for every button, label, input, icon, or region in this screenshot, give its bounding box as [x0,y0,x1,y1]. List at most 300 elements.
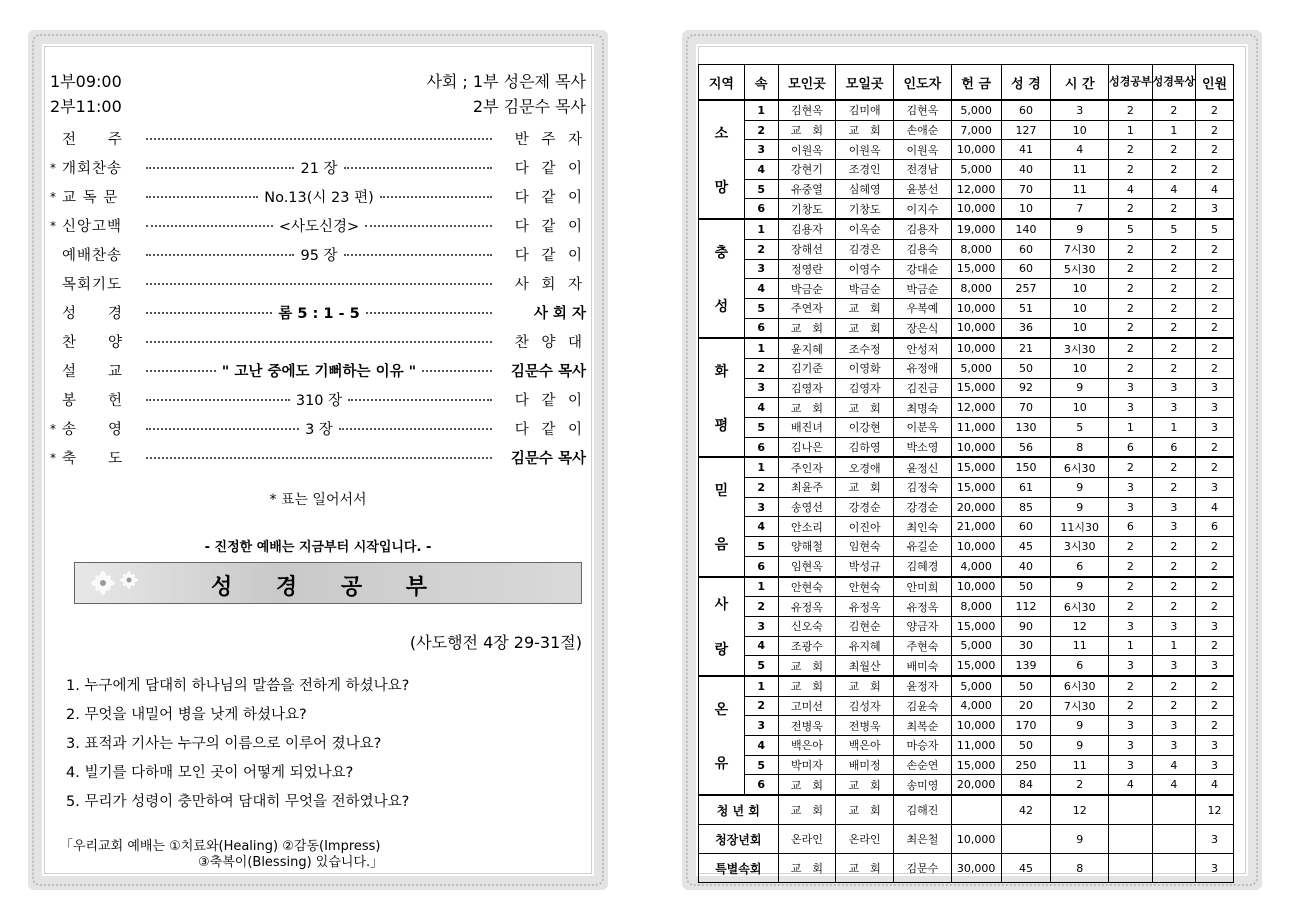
table-cell: 170 [1001,716,1051,736]
table-cell: 박금순 [894,279,952,299]
table-cell: 김문수 [894,854,952,883]
special-row [699,795,1234,825]
table-cell: 130 [1001,418,1051,438]
table-cell: 2 [1196,140,1234,160]
table-cell: 교 회 [778,656,836,676]
table-cell: 안성저 [894,338,952,358]
order-item [50,269,586,298]
table-cell: 6시30 [1051,597,1109,617]
table-cell: 2 [1152,556,1196,576]
table-cell: 3 [1196,418,1234,438]
table-cell: 9 [1051,497,1109,517]
table-cell: 15,000 [951,616,1001,636]
table-cell: 6 [1051,656,1109,676]
table-row [699,597,1234,617]
order-item [50,182,586,211]
table-cell: 3 [1152,517,1196,537]
table-cell: 2 [1109,556,1153,576]
banner-title: 성 경 공 부 [211,575,445,600]
table-cell: 5 [744,418,778,438]
table-cell: 9 [1051,219,1109,239]
table-cell: 6 [744,318,778,338]
table-cell: 3 [1196,398,1234,418]
table-cell: 2 [1152,199,1196,219]
table-cell: 2 [1152,298,1196,318]
table-cell: 5,000 [951,100,1001,120]
table-cell: 최월산 [836,656,894,676]
table-cell: 박미자 [778,755,836,775]
table-cell: 4 [1196,775,1234,795]
table-row [699,437,1234,457]
table-cell: 조광수 [778,636,836,656]
table-cell: 2 [1152,160,1196,180]
table-cell: 안현숙 [778,577,836,597]
table-cell: 7,000 [951,120,1001,140]
table-row [699,457,1234,477]
table-row [699,497,1234,517]
table-cell: 4 [744,736,778,756]
table-row [699,160,1234,180]
table-row [699,378,1234,398]
table-cell: 안미희 [894,577,952,597]
table-cell: 8 [1051,437,1109,457]
table-cell: 4 [744,636,778,656]
table-cell: 2 [1051,775,1109,795]
table-cell: 5 [744,179,778,199]
order-content: " 고난 중에도 기뻐하는 이유 " [221,364,417,380]
footer-line: ③축복이(Blessing) 있습니다.」 [198,855,384,870]
table-cell: 112 [1001,597,1051,617]
table-cell: 4 [744,398,778,418]
table-cell: 50 [1001,676,1051,696]
order-leader-dots [142,457,496,459]
question: 1. 누구에게 담대히 하나님의 말씀을 전하게 하셨나요? [66,678,410,694]
order-item [50,298,586,327]
table-cell: 2 [744,358,778,378]
table-cell: 유정애 [894,358,952,378]
table-cell: 6 [1196,517,1234,537]
table-cell: 12 [1051,795,1109,825]
table-cell: 4 [1196,179,1234,199]
table-cell: 3시30 [1051,338,1109,358]
table-row [699,577,1234,597]
table-cell: 이지수 [894,199,952,219]
table-cell: 기창도 [778,199,836,219]
table-header [699,65,1234,101]
order-star: * [50,218,56,233]
column-header: 시 간 [1051,65,1109,101]
host-2: 2부 김문수 목사 [472,97,586,116]
table-cell: 교 회 [836,775,894,795]
study-questions [66,672,409,817]
cell-group-table [698,64,1234,883]
table-row [699,100,1234,120]
table-row [699,259,1234,279]
table-cell [1109,795,1153,825]
table-cell: 2 [744,478,778,498]
table-cell: 2 [1196,597,1234,617]
table-cell: 교 회 [778,854,836,883]
column-header: 성경묵상 [1152,65,1196,101]
table-cell: 9 [1051,825,1109,854]
order-star: * [50,450,56,465]
table-cell: 2 [1196,338,1234,358]
table-cell: 3 [1152,378,1196,398]
table-cell: 2 [1152,577,1196,597]
table-cell: 10 [1051,358,1109,378]
table-cell: 2 [1109,279,1153,299]
table-row [699,676,1234,696]
table-cell [1001,825,1051,854]
table-cell: 5 [744,298,778,318]
service-times [50,69,122,119]
table-cell [951,795,1001,825]
table-cell: 45 [1001,537,1051,557]
table-cell: 3 [1196,755,1234,775]
table-cell: 6 [1051,556,1109,576]
table-row [699,219,1234,239]
region-name-char: 화 [714,363,729,380]
order-item [50,327,586,356]
table-cell: 2 [1152,100,1196,120]
region-name-char: 랑 [714,641,729,658]
table-cell: 양금자 [894,616,952,636]
table-row [699,755,1234,775]
table-cell: 마승자 [894,736,952,756]
table-cell: 4 [1051,140,1109,160]
table-cell: 10,000 [951,537,1001,557]
order-title: 신앙고백 [62,219,123,235]
order-title: 설 교 [62,364,124,380]
question: 5. 무리가 성령이 충만하여 담대히 무엇을 전하였나요? [66,794,410,810]
table-cell [1152,795,1196,825]
table-cell: 강경순 [894,497,952,517]
table-cell: 김해진 [894,795,952,825]
worship-order-page [28,30,608,890]
table-cell: 10 [1051,279,1109,299]
table-cell: 김영자 [778,378,836,398]
order-title: 축 도 [62,451,124,467]
table-cell: 56 [1001,437,1051,457]
table-cell: 2 [1152,696,1196,716]
table-cell: 2 [1109,696,1153,716]
table-cell: 5,000 [951,636,1001,656]
table-cell: 4 [1152,775,1196,795]
table-cell [1152,825,1196,854]
motto: - 진정한 예배는 지금부터 시작입니다. - [204,540,432,555]
table-row [699,398,1234,418]
cell-group-report-page [682,30,1262,890]
table-cell: 60 [1001,259,1051,279]
table-cell: 2 [1109,318,1153,338]
table-cell: 1 [744,219,778,239]
special-row [699,825,1234,854]
table-row [699,716,1234,736]
standing-note: * 표는 일어서서 [269,492,367,508]
table-cell: 3 [1152,656,1196,676]
table-row [699,298,1234,318]
table-row [699,199,1234,219]
order-star: * [50,160,56,175]
table-cell: 2 [1109,199,1153,219]
table-cell: 3 [1152,616,1196,636]
region-name-char: 평 [714,417,729,434]
table-cell: 3 [1109,378,1153,398]
table-cell: 김나은 [778,437,836,457]
table-cell: 2 [1196,457,1234,477]
table-cell: 2 [1196,100,1234,120]
table-cell: 8,000 [951,239,1001,259]
table-cell: 70 [1001,179,1051,199]
table-cell: 이원옥 [894,140,952,160]
table-cell: 2 [1152,338,1196,358]
table-cell: 유길순 [894,537,952,557]
table-cell: 김현옥 [778,100,836,120]
table-cell: 15,000 [951,755,1001,775]
question: 3. 표적과 기사는 누구의 이름으로 이루어 졌나요? [66,736,382,752]
table-cell: 양해철 [778,537,836,557]
order-content: 310 장 [295,393,343,409]
table-cell: 6 [1152,437,1196,457]
table-cell: 2 [1196,120,1234,140]
order-person: 사 회 자 [533,306,586,322]
table-cell: 이원옥 [836,140,894,160]
region-cell [699,338,745,457]
table-cell: 90 [1001,616,1051,636]
table-cell: 40 [1001,160,1051,180]
table-cell: 9 [1051,716,1109,736]
table-cell: 교 회 [778,676,836,696]
table-row [699,517,1234,537]
table-cell: 교 회 [836,478,894,498]
table-cell: 임현숙 [836,537,894,557]
service-time-2: 2부11:00 [50,97,122,116]
table-cell: 10,000 [951,577,1001,597]
table-cell: 송영선 [778,497,836,517]
table-cell: 기창도 [836,199,894,219]
table-cell: 3 [1152,398,1196,418]
table-cell: 50 [1001,736,1051,756]
table-cell: 4 [744,517,778,537]
table-cell: 2 [1152,358,1196,378]
table-cell: 10,000 [951,338,1001,358]
table-cell: 윤봉선 [894,179,952,199]
table-cell: 유정옥 [778,597,836,617]
table-cell: 4 [1109,179,1153,199]
table-cell: 이영수 [836,259,894,279]
table-cell: 전병욱 [836,716,894,736]
table-cell: 3시30 [1051,537,1109,557]
table-cell: 41 [1001,140,1051,160]
table-cell: 1 [744,100,778,120]
table-cell: 1 [1152,636,1196,656]
table-cell: 3 [1196,736,1234,756]
table-cell: 교 회 [836,398,894,418]
table-cell: 최윤주 [778,478,836,498]
order-person: 찬 양 대 [514,335,586,351]
table-cell: 2 [1109,597,1153,617]
region-cell [699,577,745,676]
table-cell [1152,854,1196,883]
table-cell: 3 [1196,825,1234,854]
table-cell: 6 [744,556,778,576]
table-cell: 5,000 [951,358,1001,378]
table-cell: 11 [1051,755,1109,775]
footer-slogan [60,839,383,871]
table-cell: 유중열 [778,179,836,199]
table-cell: 배미숙 [894,656,952,676]
table-row [699,556,1234,576]
table-cell: 50 [1001,577,1051,597]
order-leader-dots [142,283,496,285]
table-cell: 교 회 [836,676,894,696]
table-cell: 19,000 [951,219,1001,239]
order-leader-dots [142,389,496,410]
table-cell: 2 [1196,636,1234,656]
table-cell: 김진금 [894,378,952,398]
table-cell: 10,000 [951,318,1001,338]
table-cell: 교 회 [836,795,894,825]
table-cell: 6 [744,775,778,795]
table-cell: 4 [1152,755,1196,775]
table-cell: 3 [1109,497,1153,517]
table-cell: 심혜영 [836,179,894,199]
table-cell: 김영자 [836,378,894,398]
region-name-char: 온 [714,701,729,718]
order-person: 김문수 목사 [510,364,586,380]
table-cell: 2 [1109,676,1153,696]
table-cell: 140 [1001,219,1051,239]
order-person: 반 주 자 [514,132,586,148]
table-cell: 10,000 [951,298,1001,318]
table-cell: 15,000 [951,457,1001,477]
table-cell: 7 [1051,199,1109,219]
order-leader-dots [142,341,496,343]
order-leader-dots [142,157,496,178]
table-cell: 2 [1196,716,1234,736]
order-person: 다 같 이 [514,248,586,264]
table-cell: 이분옥 [894,418,952,438]
table-cell: 21,000 [951,517,1001,537]
table-cell: 2 [1109,338,1153,358]
table-cell: 20,000 [951,775,1001,795]
table-cell: 2 [1109,457,1153,477]
table-cell [1109,825,1153,854]
table-cell: 김현옥 [894,100,952,120]
table-cell: 3 [744,497,778,517]
order-leader-dots [142,360,496,381]
order-of-worship [50,124,586,472]
table-cell: 2 [1152,318,1196,338]
table-cell: 6 [744,199,778,219]
table-cell: 4,000 [951,696,1001,716]
table-cell: 60 [1001,239,1051,259]
table-cell: 백은아 [778,736,836,756]
table-cell: 2 [1109,140,1153,160]
table-cell: 배미정 [836,755,894,775]
table-cell: 5시30 [1051,259,1109,279]
order-leader-dots [142,186,496,207]
table-cell: 이강현 [836,418,894,438]
table-cell: 김정숙 [894,478,952,498]
table-cell: 5 [1152,219,1196,239]
table-cell: 2 [1152,676,1196,696]
table-cell: 2 [1196,696,1234,716]
table-row [699,656,1234,676]
order-title: 성 경 [62,306,124,322]
table-cell: 온라인 [836,825,894,854]
region-name-char: 유 [714,755,729,772]
order-leader-dots [142,138,496,140]
table-row [699,179,1234,199]
table-cell: 7시30 [1051,696,1109,716]
table-cell: 김현순 [836,616,894,636]
table-cell: 박소영 [894,437,952,457]
table-cell: 21 [1001,338,1051,358]
table-cell: 6 [1109,517,1153,537]
table-cell: 손순연 [894,755,952,775]
order-item [50,414,586,443]
order-content: 21 장 [300,161,338,177]
table-cell: 3 [744,616,778,636]
table-cell: 교 회 [778,398,836,418]
table-cell: 3 [744,716,778,736]
table-row [699,775,1234,795]
table-cell: 4 [1109,775,1153,795]
table-cell: 10,000 [951,437,1001,457]
table-cell: 박금순 [778,279,836,299]
table-cell: 박금순 [836,279,894,299]
table-cell: 2 [1196,279,1234,299]
order-person: 김문수 목사 [510,451,586,467]
order-title: 개회찬송 [62,161,123,177]
table-cell: 8 [1051,854,1109,883]
table-cell: 교 회 [778,775,836,795]
order-leader-dots [142,244,496,265]
table-cell: 8,000 [951,279,1001,299]
table-cell: 김경은 [836,239,894,259]
table-cell: 40 [1001,556,1051,576]
table-cell: 12,000 [951,398,1001,418]
table-cell: 유지혜 [836,636,894,656]
table-cell: 교 회 [836,298,894,318]
table-cell: 10 [1051,298,1109,318]
order-content: 95 장 [300,248,338,264]
order-person: 다 같 이 [514,219,586,235]
table-cell: 김용자 [894,219,952,239]
table-cell: 4 [744,279,778,299]
table-cell: 최명숙 [894,398,952,418]
table-cell: 11,000 [951,736,1001,756]
order-content: 3 장 [305,422,333,438]
region-name-char: 믿 [714,482,729,499]
region-cell [699,219,745,338]
table-cell: 3 [1196,199,1234,219]
order-item [50,356,586,385]
table-cell: 최은철 [894,825,952,854]
table-cell: 3 [1109,616,1153,636]
table-cell: 2 [1152,597,1196,617]
table-cell: 조경인 [836,160,894,180]
table-cell: 2 [1196,437,1234,457]
table-cell: 1 [744,577,778,597]
table-cell: 5 [1109,219,1153,239]
order-item [50,124,586,153]
table-cell: 3 [1109,398,1153,418]
table-cell: 2 [744,239,778,259]
table-cell: 85 [1001,497,1051,517]
table-cell: 1 [744,457,778,477]
